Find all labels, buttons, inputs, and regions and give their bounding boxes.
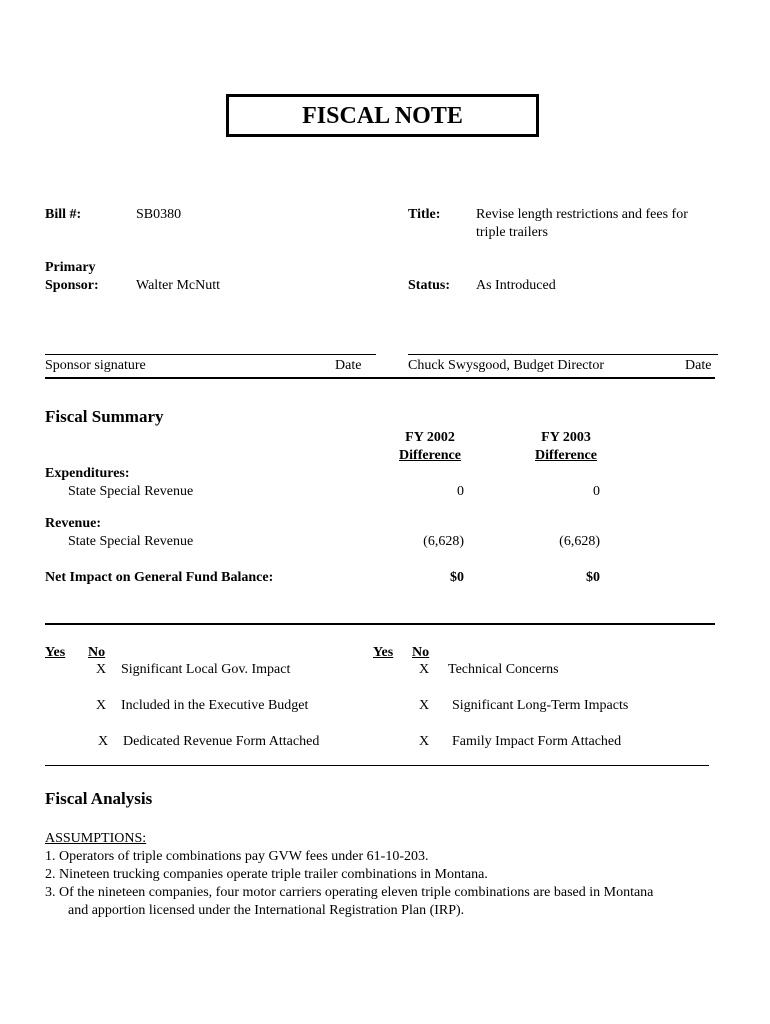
expenditures-label: Expenditures:: [45, 466, 130, 481]
left-item-1: Significant Local Gov. Impact: [121, 662, 291, 677]
fy2003-header-line2: Difference: [535, 448, 597, 463]
left-item-2: Included in the Executive Budget: [121, 698, 309, 713]
left-yes-header: Yes: [45, 645, 66, 660]
bill-number-value: SB0380: [136, 207, 182, 222]
revenue-item: State Special Revenue: [68, 534, 194, 549]
right-mark-1: X: [419, 662, 430, 677]
status-label: Status:: [408, 278, 451, 293]
director-signature-line: [408, 354, 718, 355]
assumptions-label: ASSUMPTIONS:: [45, 831, 147, 846]
fy2002-header-line2: Difference: [399, 448, 461, 463]
left-item-3: Dedicated Revenue Form Attached: [123, 734, 320, 749]
bill-number-label: Bill #:: [45, 207, 82, 222]
sponsor-signature-label: Sponsor signature: [45, 358, 146, 373]
right-mark-2: X: [419, 698, 430, 713]
checklist-divider: [45, 765, 709, 766]
sponsor-label-line2: Sponsor:: [45, 278, 99, 293]
summary-divider: [45, 623, 715, 625]
left-mark-2: X: [96, 698, 107, 713]
title-label: Title:: [408, 207, 441, 222]
revenue-label: Revenue:: [45, 516, 101, 531]
fy2002-header-line1: FY 2002: [405, 430, 455, 445]
left-mark-3: X: [98, 734, 109, 749]
fiscal-summary-heading: Fiscal Summary: [45, 407, 164, 426]
right-yes-header: Yes: [373, 645, 394, 660]
net-impact-label: Net Impact on General Fund Balance:: [45, 570, 274, 585]
fy2003-header-line1: FY 2003: [541, 430, 591, 445]
signature-divider: [45, 377, 715, 379]
page-title: FISCAL NOTE: [302, 103, 463, 129]
sponsor-label-line1: Primary: [45, 260, 96, 275]
assumption-2: 2. Nineteen trucking companies operate triple trailer combinations in Montana.: [45, 867, 488, 882]
assumption-3: 3. Of the nineteen companies, four motor carriers operating eleven triple combinations are based in Montana: [45, 885, 654, 900]
sponsor-date-label: Date: [335, 358, 362, 373]
assumption-3-continued: and apportion licensed under the International Registration Plan (IRP).: [68, 903, 465, 918]
right-mark-3: X: [419, 734, 430, 749]
expenditures-fy2002: 0: [457, 484, 464, 499]
director-label: Chuck Swysgood, Budget Director: [408, 358, 604, 373]
right-no-header: No: [412, 645, 430, 660]
expenditures-item: State Special Revenue: [68, 484, 194, 499]
fiscal-analysis-heading: Fiscal Analysis: [45, 789, 153, 808]
title-value-line1: Revise length restrictions and fees for: [476, 207, 688, 222]
title-value-line2: triple trailers: [476, 225, 548, 240]
sponsor-name: Walter McNutt: [136, 278, 221, 293]
expenditures-fy2003: 0: [593, 484, 600, 499]
net-impact-fy2002: $0: [450, 570, 464, 585]
title-box: [226, 94, 539, 137]
revenue-fy2002: (6,628): [423, 534, 464, 549]
sponsor-signature-line: [45, 354, 376, 355]
revenue-fy2003: (6,628): [559, 534, 600, 549]
net-impact-fy2003: $0: [586, 570, 600, 585]
status-value: As Introduced: [476, 278, 556, 293]
left-mark-1: X: [96, 662, 107, 677]
right-item-3: Family Impact Form Attached: [452, 734, 622, 749]
right-item-1: Technical Concerns: [448, 662, 559, 677]
director-date-label: Date: [685, 358, 712, 373]
assumption-1: 1. Operators of triple combinations pay GVW fees under 61-10-203.: [45, 849, 429, 864]
left-no-header: No: [88, 645, 106, 660]
right-item-2: Significant Long-Term Impacts: [452, 698, 629, 713]
